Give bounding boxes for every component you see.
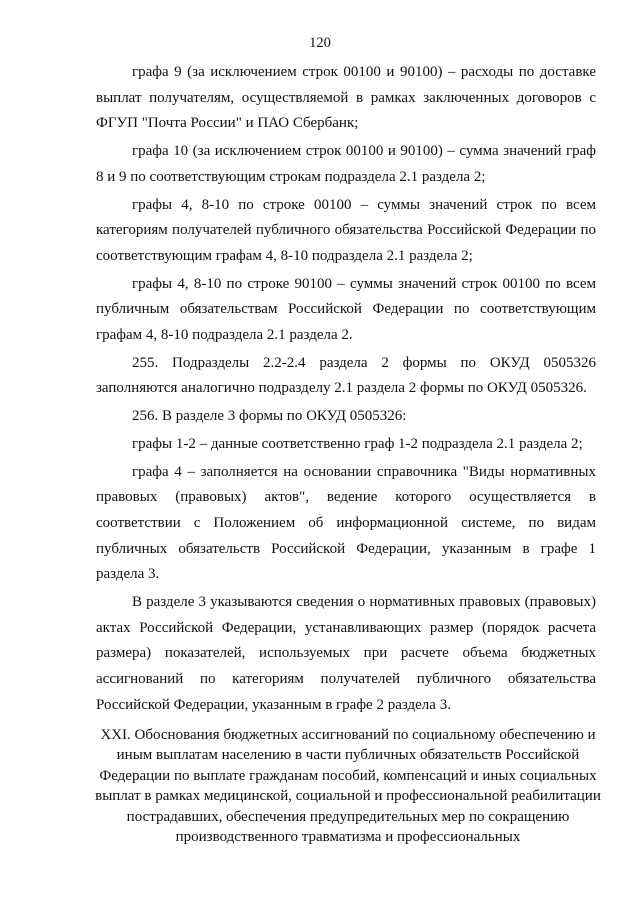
paragraph: В разделе 3 указываются сведения о нормативных правовых (правовых) актах Российской Федерации, устанавливающих размер (порядок расчета размера) показателей, используемых при расчете объема бюджетных ассигнований по категориям получателей публичного обязательства Российской Федерации, указанным в графе 2 раздела 3. bbox=[96, 594, 596, 713]
paragraph: графа 4 – заполняется на основании справочника "Виды нормативных правовых (правовых) актов", ведение которого осуществляется в соответствии с Положением об информационной системе, по видам публичных обязательств Российской Федерации, указанным в графе 1 раздела 3. bbox=[96, 463, 596, 583]
paragraph: графы 4, 8-10 по строке 90100 – суммы значений строк 00100 по всем публичным обязательствам Российской Федерации по соответствующим графам 4, 8-10 подраздела 2.1 раздела 2. bbox=[96, 275, 596, 344]
page-number: 120 bbox=[309, 35, 331, 51]
paragraph: 256. В разделе 3 формы по ОКУД 0505326: bbox=[132, 408, 407, 425]
paragraph: графа 9 (за исключением строк 00100 и 90100) – расходы по доставке выплат получателям, осуществляемой в рамках заключенных договоров с ФГУП "Почта России" и ПАО Сбербанк; bbox=[96, 64, 596, 132]
body-text bbox=[96, 60, 596, 719]
paragraph: 255. Подразделы 2.2-2.4 раздела 2 формы по ОКУД 0505326 заполняются аналогично подразделу 2.1 раздела 2 формы по ОКУД 0505326. bbox=[96, 354, 596, 397]
paragraph: графы 4, 8-10 по строке 00100 – суммы значений строк по всем категориям получателей публичного обязательства Российской Федерации по соответствующим графам 4, 8-10 подраздела 2.1 раздела 2; bbox=[96, 196, 596, 264]
paragraph: графа 10 (за исключением строк 00100 и 90100) – сумма значений граф 8 и 9 по соответствующим строкам подраздела 2.1 раздела 2; bbox=[96, 143, 596, 185]
section-heading: XXI. Обоснования бюджетных ассигнований по социальному обеспечению и иным выплатам населению в части публичных обязательств Российской Федерации по выплате гражданам пособий, компенсаций и иных социальных выплат в рамках медицинской, социальной и профессиональной реабилитации пострадавших, обеспечения предупредительных мер по сокращению производственного травматизма и профессиональных bbox=[95, 727, 601, 846]
paragraph: графы 1-2 – данные соответственно граф 1-2 подраздела 2.1 раздела 2; bbox=[132, 435, 583, 452]
